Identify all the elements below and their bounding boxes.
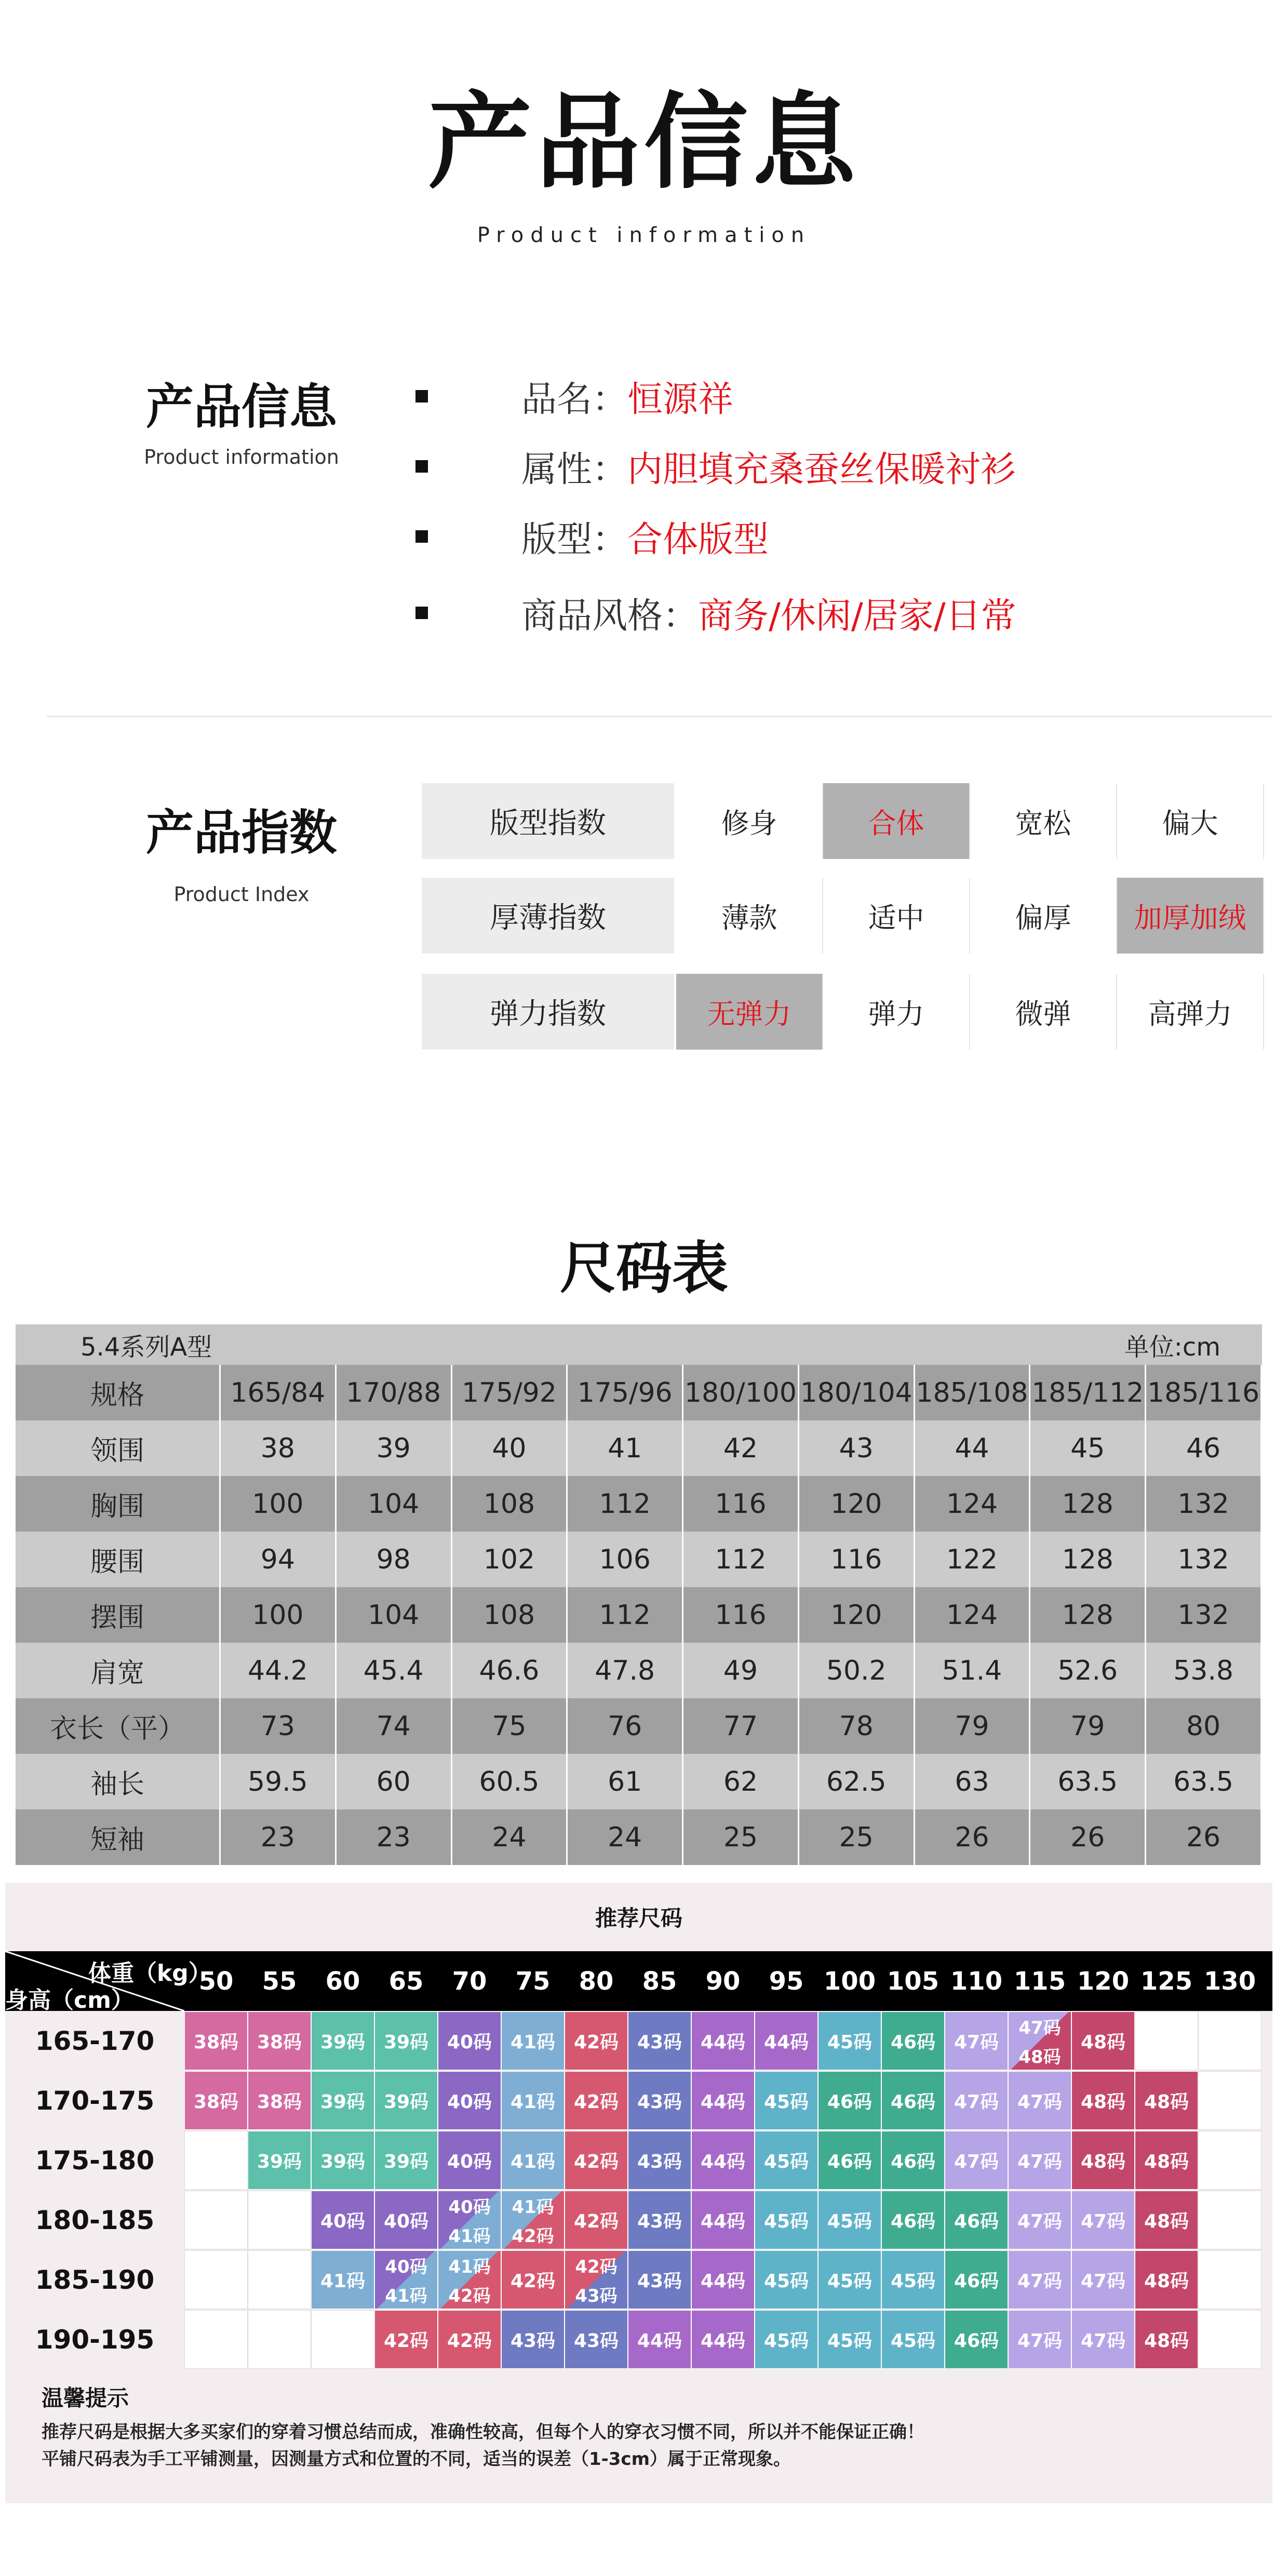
bullet-icon: [415, 607, 428, 619]
size-cell: 44码: [691, 2071, 755, 2130]
weight-column-label: 115: [1013, 1966, 1066, 1996]
size-cell: 45码: [881, 2310, 945, 2369]
info-label: 品名：: [521, 379, 628, 420]
size-cell: 23: [220, 1809, 336, 1865]
size-cell: 39: [336, 1420, 451, 1476]
index-row: [422, 783, 1264, 859]
size-cell: 63: [914, 1754, 1030, 1809]
size-cell: 47码: [945, 2071, 1008, 2130]
size-cell: 45码: [818, 2191, 881, 2249]
size-cell: 39码: [248, 2131, 311, 2190]
size-cell: 175/96: [567, 1365, 683, 1420]
weight-column-label: 120: [1077, 1966, 1130, 1996]
index-option: 微弹: [970, 974, 1117, 1050]
size-cell-label: 42码: [575, 2257, 618, 2278]
size-cell: 39码: [311, 2011, 374, 2070]
size-cell: 112: [567, 1476, 683, 1532]
size-row: [16, 1532, 1262, 1587]
size-cell-label: 42码: [512, 2225, 554, 2247]
row-label: 衣长（平）: [16, 1698, 220, 1754]
size-cell: 116: [683, 1476, 799, 1532]
row-label: 胸围: [16, 1476, 220, 1532]
size-cell-empty: [248, 2191, 311, 2249]
size-cell: 59.5: [220, 1754, 336, 1809]
section-divider: [47, 716, 1272, 717]
size-cell: 23: [336, 1809, 451, 1865]
note-line-2: 平铺尺码表为手工平铺测量，因测量方式和位置的不同，适当的误差（1-3cm）属于正常现象。: [42, 2449, 791, 2470]
size-cell-label: 48码: [1018, 2046, 1061, 2068]
bullet-icon: [415, 390, 428, 403]
size-cell: 47码: [1008, 2250, 1071, 2309]
index-option: 适中: [823, 878, 970, 954]
info-label: 属性：: [521, 449, 628, 490]
size-cell: 42码: [374, 2310, 438, 2369]
size-cell: 47码: [1071, 2310, 1135, 2369]
size-cell-split: [438, 2250, 501, 2309]
weight-column-label: 55: [262, 1966, 297, 1996]
size-cell-split: [501, 2191, 565, 2249]
info-value: 商务/休闲/居家/日常: [698, 595, 1016, 637]
height-row-label: 170-175: [35, 2085, 155, 2116]
weight-column-label: 50: [198, 1966, 234, 1996]
weight-column-label: 95: [769, 1966, 804, 1996]
note-line-1: 推荐尺码是根据大多买家们的穿着习惯总结而成，准确性较高，但每个人的穿衣习惯不同，所以并不能保证正确！: [42, 2422, 924, 2443]
index-option: 宽松: [970, 783, 1117, 859]
size-cell: 116: [683, 1587, 799, 1643]
size-cell-empty: [1198, 2011, 1262, 2070]
size-cell: 44码: [691, 2310, 755, 2369]
size-cell: 124: [914, 1476, 1030, 1532]
size-cell-empty: [248, 2310, 311, 2369]
size-cell-empty: [1135, 2011, 1198, 2070]
size-cell: 38码: [184, 2011, 248, 2070]
size-cell: 43码: [628, 2131, 691, 2190]
size-cell: 78: [798, 1698, 914, 1754]
size-cell: 24: [567, 1809, 683, 1865]
weight-label: 体重（kg）: [88, 1960, 211, 1987]
size-cell: 122: [914, 1532, 1030, 1587]
size-cell: 40: [451, 1420, 567, 1476]
weight-column-label: 60: [325, 1966, 360, 1996]
size-cell-split: [438, 2191, 501, 2249]
size-cell: 44码: [628, 2310, 691, 2369]
size-cell-empty: [1198, 2310, 1262, 2369]
size-unit: 单位:cm: [1124, 1332, 1220, 1362]
size-cell-split: [565, 2250, 628, 2309]
size-cell: 61: [567, 1754, 683, 1809]
size-cell: 46码: [881, 2131, 945, 2190]
size-cell: 52.6: [1030, 1643, 1146, 1698]
size-cell: 180/104: [798, 1365, 914, 1420]
info-value: 内胆填充桑蚕丝保暖衬衫: [627, 449, 1016, 490]
size-cell: 42码: [565, 2011, 628, 2070]
size-cell: 48码: [1135, 2071, 1198, 2130]
size-cell: 62: [683, 1754, 799, 1809]
size-cell-empty: [1198, 2071, 1262, 2130]
size-cell: 48码: [1135, 2310, 1198, 2369]
size-cell-empty: [184, 2131, 248, 2190]
size-cell: 39码: [374, 2071, 438, 2130]
product-index-title: 产品指数: [145, 805, 337, 861]
product-info-subtitle: Product information: [144, 446, 339, 468]
size-row: [16, 1643, 1262, 1698]
index-option: 修身: [676, 783, 823, 859]
size-cell: 44码: [691, 2011, 755, 2070]
size-cell: 26: [914, 1809, 1030, 1865]
size-cell: 46码: [945, 2191, 1008, 2249]
size-chart-title: 尺码表: [559, 1236, 728, 1301]
size-cell: 47码: [1071, 2250, 1135, 2309]
size-cell: 43码: [565, 2310, 628, 2369]
size-cell: 43码: [628, 2191, 691, 2249]
size-cell: 100: [220, 1476, 336, 1532]
size-cell: 74: [336, 1698, 451, 1754]
row-label: 肩宽: [16, 1643, 220, 1698]
size-cell: 45码: [755, 2250, 818, 2309]
size-cell: 38码: [248, 2071, 311, 2130]
size-cell: 45码: [818, 2310, 881, 2369]
info-label: 版型：: [521, 519, 628, 560]
size-chart-caption: [16, 1324, 1262, 1365]
size-cell: 48码: [1135, 2191, 1198, 2249]
size-cell: 63.5: [1030, 1754, 1146, 1809]
size-cell: 47码: [945, 2011, 1008, 2070]
size-cell: 48码: [1071, 2071, 1135, 2130]
size-cell: 51.4: [914, 1643, 1030, 1698]
size-cell: 180/100: [683, 1365, 799, 1420]
size-cell: 185/112: [1030, 1365, 1146, 1420]
weight-column-label: 75: [515, 1966, 551, 1996]
size-cell-empty: [1198, 2131, 1262, 2190]
size-cell-split: [1008, 2011, 1071, 2070]
row-label: 袖长: [16, 1754, 220, 1809]
size-cell: 98: [336, 1532, 451, 1587]
size-cell: 44码: [755, 2011, 818, 2070]
size-cell: 39码: [311, 2131, 374, 2190]
size-cell: 26: [1146, 1809, 1262, 1865]
size-cell: 46码: [881, 2191, 945, 2249]
size-cell: 104: [336, 1476, 451, 1532]
size-cell: 40码: [438, 2131, 501, 2190]
size-cell: 39码: [374, 2011, 438, 2070]
product-info-title: 产品信息: [145, 379, 337, 435]
size-cell: 76: [567, 1698, 683, 1754]
size-cell: 25: [683, 1809, 799, 1865]
height-row-label: 165-170: [35, 2025, 155, 2056]
height-row-label: 190-195: [35, 2324, 155, 2355]
size-cell: 44.2: [220, 1643, 336, 1698]
size-cell: 128: [1030, 1476, 1146, 1532]
size-cell: 185/116: [1146, 1365, 1262, 1420]
size-cell-split: [374, 2250, 438, 2309]
row-label: 腰围: [16, 1532, 220, 1587]
size-cell: 44码: [691, 2131, 755, 2190]
size-cell: 43码: [628, 2250, 691, 2309]
info-label: 商品风格：: [521, 595, 699, 637]
size-cell: 44: [914, 1420, 1030, 1476]
weight-column-label: 80: [579, 1966, 614, 1996]
info-row: [415, 508, 769, 565]
bullet-icon: [415, 460, 428, 473]
size-cell: 62.5: [798, 1754, 914, 1809]
size-cell: 41码: [501, 2011, 565, 2070]
size-cell: 43码: [628, 2071, 691, 2130]
size-cell: 25: [798, 1809, 914, 1865]
height-row-label: 175-180: [35, 2145, 155, 2176]
size-cell-label: 41码: [448, 2257, 491, 2278]
size-cell: 120: [798, 1587, 914, 1643]
size-cell: 39码: [374, 2131, 438, 2190]
size-row: [16, 1754, 1262, 1809]
size-cell: 60.5: [451, 1754, 567, 1809]
size-cell: 47码: [1008, 2310, 1071, 2369]
size-cell: 106: [567, 1532, 683, 1587]
size-cell: 45码: [881, 2250, 945, 2309]
index-option-selected: 合体: [823, 783, 970, 859]
size-row: [16, 1809, 1262, 1865]
size-cell: 46.6: [451, 1643, 567, 1698]
size-cell-empty: [184, 2310, 248, 2369]
size-cell: 42码: [501, 2250, 565, 2309]
weight-column-label: 85: [642, 1966, 677, 1996]
size-cell: 44码: [691, 2250, 755, 2309]
index-row: [422, 878, 1264, 954]
size-cell: 43码: [628, 2011, 691, 2070]
size-cell-label: 43码: [575, 2285, 618, 2306]
size-cell: 112: [683, 1532, 799, 1587]
size-cell: 40码: [438, 2071, 501, 2130]
index-option-selected: 加厚加绒: [1117, 878, 1264, 954]
row-label: 规格: [16, 1365, 220, 1420]
size-cell: 112: [567, 1587, 683, 1643]
height-row-label: 185-190: [35, 2264, 155, 2295]
index-name: 版型指数: [422, 783, 676, 859]
size-header-row: [16, 1365, 1262, 1420]
bullet-icon: [415, 530, 428, 543]
size-cell: 42码: [565, 2191, 628, 2249]
size-cell-empty: [248, 2250, 311, 2309]
size-cell: 45码: [755, 2071, 818, 2130]
size-cell: 47码: [1008, 2071, 1071, 2130]
size-table: [16, 1365, 1262, 1865]
size-cell: 132: [1146, 1587, 1262, 1643]
index-option: 高弹力: [1117, 974, 1264, 1050]
index-option: 弹力: [823, 974, 970, 1050]
size-cell-label: 40码: [385, 2257, 427, 2278]
size-cell: 77: [683, 1698, 799, 1754]
size-cell: 38码: [248, 2011, 311, 2070]
size-cell: 38: [220, 1420, 336, 1476]
size-cell: 43: [798, 1420, 914, 1476]
size-cell: 50.2: [798, 1643, 914, 1698]
size-cell-empty: [184, 2250, 248, 2309]
recommend-header: [5, 1951, 1272, 2014]
size-cell: 79: [914, 1698, 1030, 1754]
size-cell: 45.4: [336, 1643, 451, 1698]
size-cell-label: 47码: [1018, 2018, 1061, 2039]
size-cell: 43码: [501, 2310, 565, 2369]
size-cell: 42码: [438, 2310, 501, 2369]
size-cell: 124: [914, 1587, 1030, 1643]
size-cell: 40码: [374, 2191, 438, 2249]
size-cell: 185/108: [914, 1365, 1030, 1420]
weight-column-label: 130: [1203, 1966, 1256, 1996]
info-row: [415, 368, 733, 425]
size-cell: 165/84: [220, 1365, 336, 1420]
weight-column-label: 105: [887, 1966, 940, 1996]
size-cell: 40码: [438, 2011, 501, 2070]
size-cell: 41: [567, 1420, 683, 1476]
size-cell-empty: [1198, 2250, 1262, 2309]
size-cell: 46码: [945, 2310, 1008, 2369]
index-row: [422, 974, 1264, 1050]
product-index-subtitle: Product Index: [173, 883, 310, 906]
size-cell: 46码: [818, 2131, 881, 2190]
size-cell: 79: [1030, 1698, 1146, 1754]
weight-column-label: 100: [823, 1966, 876, 1996]
size-cell: 128: [1030, 1587, 1146, 1643]
size-cell-label: 41码: [385, 2285, 427, 2306]
size-cell: 46码: [881, 2011, 945, 2070]
size-cell-empty: [1198, 2191, 1262, 2249]
size-cell-empty: [311, 2310, 374, 2369]
size-cell: 120: [798, 1476, 914, 1532]
size-cell-label: 40码: [448, 2197, 491, 2218]
height-row-label: 180-185: [35, 2205, 155, 2235]
size-cell: 104: [336, 1587, 451, 1643]
index-option-selected: 无弹力: [676, 974, 823, 1050]
size-cell: 40码: [311, 2191, 374, 2249]
recommend-title: 推荐尺码: [595, 1906, 682, 1931]
size-cell: 132: [1146, 1476, 1262, 1532]
index-option: 偏大: [1117, 783, 1264, 859]
index-name: 厚薄指数: [422, 878, 676, 954]
weight-column-label: 65: [388, 1966, 424, 1996]
weight-column-label: 110: [950, 1966, 1003, 1996]
size-cell: 42: [683, 1420, 799, 1476]
height-label: 身高（cm）: [5, 1987, 134, 2014]
weight-column-label: 125: [1140, 1966, 1193, 1996]
size-cell: 45码: [818, 2250, 881, 2309]
size-cell: 48码: [1071, 2011, 1135, 2070]
size-cell: 73: [220, 1698, 336, 1754]
size-cell: 170/88: [336, 1365, 451, 1420]
page-title: 产品信息: [427, 82, 860, 203]
weight-column-label: 70: [452, 1966, 487, 1996]
size-row: [16, 1420, 1262, 1476]
size-cell: 39码: [311, 2071, 374, 2130]
size-cell: 108: [451, 1476, 567, 1532]
info-row: [415, 438, 1016, 495]
size-cell: 46: [1146, 1420, 1262, 1476]
size-row: [16, 1476, 1262, 1532]
size-cell: 94: [220, 1532, 336, 1587]
size-cell: 41码: [311, 2250, 374, 2309]
info-row: [415, 584, 1016, 641]
size-cell: 24: [451, 1809, 567, 1865]
size-cell-label: 42码: [448, 2285, 491, 2306]
note-title: 温馨提示: [42, 2385, 129, 2411]
size-cell: 45码: [818, 2011, 881, 2070]
index-option: 薄款: [676, 878, 823, 954]
size-cell: 47码: [945, 2131, 1008, 2190]
size-cell: 47码: [1008, 2131, 1071, 2190]
size-series: 5.4系列A型: [81, 1332, 212, 1362]
size-cell: 175/92: [451, 1365, 567, 1420]
size-cell: 45码: [755, 2191, 818, 2249]
size-cell: 128: [1030, 1532, 1146, 1587]
size-row: [16, 1587, 1262, 1643]
size-cell: 100: [220, 1587, 336, 1643]
size-cell: 38码: [184, 2071, 248, 2130]
size-cell: 46码: [818, 2071, 881, 2130]
size-cell: 46码: [881, 2071, 945, 2130]
size-cell: 44码: [691, 2191, 755, 2249]
size-cell: 41码: [501, 2071, 565, 2130]
size-cell: 45码: [755, 2310, 818, 2369]
size-cell: 60: [336, 1754, 451, 1809]
row-label: 摆围: [16, 1587, 220, 1643]
size-cell: 26: [1030, 1809, 1146, 1865]
size-cell: 49: [683, 1643, 799, 1698]
size-cell-empty: [184, 2191, 248, 2249]
size-cell: 47码: [1071, 2191, 1135, 2249]
index-name: 弹力指数: [422, 974, 676, 1050]
size-cell: 42码: [565, 2071, 628, 2130]
row-label: 领围: [16, 1420, 220, 1476]
size-cell: 47.8: [567, 1643, 683, 1698]
size-cell: 48码: [1135, 2131, 1198, 2190]
weight-column-label: 90: [705, 1966, 741, 1996]
size-cell: 108: [451, 1587, 567, 1643]
size-cell: 116: [798, 1532, 914, 1587]
size-cell: 45: [1030, 1420, 1146, 1476]
size-cell: 42码: [565, 2131, 628, 2190]
index-option: 偏厚: [970, 878, 1117, 954]
size-cell: 45码: [755, 2131, 818, 2190]
size-cell: 46码: [945, 2250, 1008, 2309]
size-cell: 102: [451, 1532, 567, 1587]
size-cell: 48码: [1135, 2250, 1198, 2309]
size-cell: 63.5: [1146, 1754, 1262, 1809]
size-chart: [16, 1324, 1262, 1865]
size-cell-label: 41码: [448, 2225, 491, 2247]
size-cell: 53.8: [1146, 1643, 1262, 1698]
size-cell: 80: [1146, 1698, 1262, 1754]
size-cell: 132: [1146, 1532, 1262, 1587]
page-subtitle: Product information: [477, 223, 811, 247]
size-cell: 48码: [1071, 2131, 1135, 2190]
size-cell-label: 41码: [512, 2197, 554, 2218]
size-cell: 75: [451, 1698, 567, 1754]
info-value: 合体版型: [627, 519, 769, 560]
size-cell: 41码: [501, 2131, 565, 2190]
row-label: 短袖: [16, 1809, 220, 1865]
info-value: 恒源祥: [627, 379, 734, 420]
size-row: [16, 1698, 1262, 1754]
size-cell: 47码: [1008, 2191, 1071, 2249]
recommend-size-panel: [5, 1883, 1272, 2503]
